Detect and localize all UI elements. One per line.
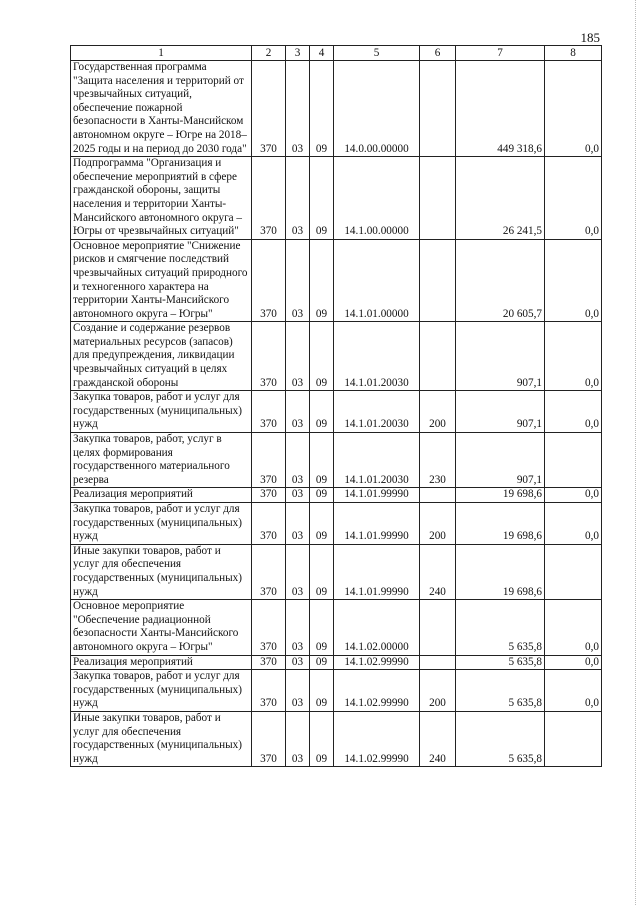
row-name-cell: Основное мероприятие "Обеспечение радиационной безопасности Ханты-Мансийского автономного округа – Югры"	[71, 600, 252, 655]
row-name-cell: Закупка товаров, работ и услуг для государственных (муниципальных) нужд	[71, 670, 252, 712]
row-admin-code-cell: 370	[252, 157, 286, 240]
row-section-cell: 03	[286, 655, 310, 670]
table-row	[71, 433, 602, 488]
row-expense-type-cell: 240	[420, 544, 456, 599]
row-admin-code-cell: 370	[252, 600, 286, 655]
row-amount-cell: 26 241,5	[456, 157, 545, 240]
row-target-code-cell: 14.1.01.20030	[334, 322, 420, 391]
row-extra-amount-cell: 0,0	[545, 655, 602, 670]
row-expense-type-cell	[420, 157, 456, 240]
col-header-2: 2	[252, 46, 286, 61]
row-target-code-cell: 14.1.02.99990	[334, 655, 420, 670]
row-extra-amount-cell: 0,0	[545, 61, 602, 157]
row-target-code-cell: 14.0.00.00000	[334, 61, 420, 157]
row-expense-type-cell	[420, 239, 456, 322]
row-target-code-cell: 14.1.01.20030	[334, 433, 420, 488]
row-section-cell: 03	[286, 391, 310, 433]
row-extra-amount-cell	[545, 544, 602, 599]
row-admin-code-cell: 370	[252, 433, 286, 488]
row-expense-type-cell	[420, 322, 456, 391]
row-target-code-cell: 14.1.01.20030	[334, 391, 420, 433]
row-name-cell: Создание и содержание резервов материальных ресурсов (запасов) для предупреждения, ликвидации чрезвычайных ситуаций в целях гражданской обороны	[71, 322, 252, 391]
row-extra-amount-cell: 0,0	[545, 503, 602, 545]
row-admin-code-cell: 370	[252, 503, 286, 545]
row-subsection-cell: 09	[310, 600, 334, 655]
row-extra-amount-cell: 0,0	[545, 157, 602, 240]
row-expense-type-cell	[420, 488, 456, 503]
row-section-cell: 03	[286, 600, 310, 655]
row-target-code-cell: 14.1.02.99990	[334, 670, 420, 712]
row-subsection-cell: 09	[310, 391, 334, 433]
row-extra-amount-cell	[545, 711, 602, 766]
row-admin-code-cell: 370	[252, 670, 286, 712]
row-section-cell: 03	[286, 239, 310, 322]
row-section-cell: 03	[286, 670, 310, 712]
row-section-cell: 03	[286, 488, 310, 503]
row-extra-amount-cell: 0,0	[545, 600, 602, 655]
col-header-1: 1	[71, 46, 252, 61]
table-row	[71, 391, 602, 433]
row-subsection-cell: 09	[310, 61, 334, 157]
table-row	[71, 157, 602, 240]
row-extra-amount-cell: 0,0	[545, 488, 602, 503]
row-extra-amount-cell: 0,0	[545, 239, 602, 322]
row-name-cell: Подпрограмма "Организация и обеспечение мероприятий в сфере гражданской обороны, защиты населения и территории Ханты-Мансийского автономного округа – Югры от чрезвычайных ситуаций"	[71, 157, 252, 240]
row-expense-type-cell: 230	[420, 433, 456, 488]
row-amount-cell: 907,1	[456, 433, 545, 488]
col-header-5: 5	[334, 46, 420, 61]
col-header-4: 4	[310, 46, 334, 61]
row-section-cell: 03	[286, 711, 310, 766]
row-expense-type-cell: 200	[420, 503, 456, 545]
row-amount-cell: 907,1	[456, 391, 545, 433]
row-name-cell: Иные закупки товаров, работ и услуг для обеспечения государственных (муниципальных) нужд	[71, 711, 252, 766]
page-number: 185	[580, 30, 600, 45]
row-admin-code-cell: 370	[252, 61, 286, 157]
table-row	[71, 239, 602, 322]
row-extra-amount-cell	[545, 433, 602, 488]
row-extra-amount-cell: 0,0	[545, 670, 602, 712]
col-header-7: 7	[456, 46, 545, 61]
row-amount-cell: 20 605,7	[456, 239, 545, 322]
row-section-cell: 03	[286, 544, 310, 599]
row-section-cell: 03	[286, 61, 310, 157]
row-admin-code-cell: 370	[252, 391, 286, 433]
row-amount-cell: 19 698,6	[456, 544, 545, 599]
row-amount-cell: 19 698,6	[456, 488, 545, 503]
row-section-cell: 03	[286, 503, 310, 545]
row-amount-cell: 5 635,8	[456, 655, 545, 670]
row-amount-cell: 907,1	[456, 322, 545, 391]
row-section-cell: 03	[286, 322, 310, 391]
table-row	[71, 488, 602, 503]
row-subsection-cell: 09	[310, 503, 334, 545]
col-header-8: 8	[545, 46, 602, 61]
table-row	[71, 711, 602, 766]
row-name-cell: Иные закупки товаров, работ и услуг для обеспечения государственных (муниципальных) нужд	[71, 544, 252, 599]
row-admin-code-cell: 370	[252, 544, 286, 599]
row-admin-code-cell: 370	[252, 239, 286, 322]
row-target-code-cell: 14.1.02.99990	[334, 711, 420, 766]
row-expense-type-cell	[420, 600, 456, 655]
row-subsection-cell: 09	[310, 322, 334, 391]
row-expense-type-cell: 240	[420, 711, 456, 766]
row-subsection-cell: 09	[310, 544, 334, 599]
row-subsection-cell: 09	[310, 239, 334, 322]
row-amount-cell: 5 635,8	[456, 711, 545, 766]
table-row	[71, 503, 602, 545]
row-admin-code-cell: 370	[252, 655, 286, 670]
table-row	[71, 670, 602, 712]
row-extra-amount-cell: 0,0	[545, 322, 602, 391]
row-amount-cell: 5 635,8	[456, 670, 545, 712]
row-name-cell: Реализация мероприятий	[71, 655, 252, 670]
table-row	[71, 544, 602, 599]
row-name-cell: Государственная программа "Защита населения и территорий от чрезвычайных ситуаций, обеспечение пожарной безопасности в Ханты-Мансийском автономном округе – Югре на 2018–2025 годы и на период до 2030 года"	[71, 61, 252, 157]
row-target-code-cell: 14.1.01.00000	[334, 239, 420, 322]
row-target-code-cell: 14.1.01.99990	[334, 503, 420, 545]
budget-table	[70, 45, 602, 767]
table-row	[71, 655, 602, 670]
row-subsection-cell: 09	[310, 488, 334, 503]
scan-edge-line	[634, 0, 636, 905]
row-subsection-cell: 09	[310, 711, 334, 766]
row-expense-type-cell	[420, 61, 456, 157]
row-name-cell: Реализация мероприятий	[71, 488, 252, 503]
row-target-code-cell: 14.1.01.99990	[334, 544, 420, 599]
row-admin-code-cell: 370	[252, 322, 286, 391]
row-subsection-cell: 09	[310, 157, 334, 240]
table-row	[71, 322, 602, 391]
table-row	[71, 61, 602, 157]
row-target-code-cell: 14.1.01.99990	[334, 488, 420, 503]
col-header-3: 3	[286, 46, 310, 61]
col-header-6: 6	[420, 46, 456, 61]
row-expense-type-cell: 200	[420, 670, 456, 712]
row-name-cell: Закупка товаров, работ и услуг для государственных (муниципальных) нужд	[71, 391, 252, 433]
row-target-code-cell: 14.1.02.00000	[334, 600, 420, 655]
row-expense-type-cell	[420, 655, 456, 670]
row-target-code-cell: 14.1.00.00000	[334, 157, 420, 240]
row-admin-code-cell: 370	[252, 711, 286, 766]
row-amount-cell: 19 698,6	[456, 503, 545, 545]
row-name-cell: Закупка товаров, работ и услуг для государственных (муниципальных) нужд	[71, 503, 252, 545]
table-row	[71, 600, 602, 655]
row-amount-cell: 449 318,6	[456, 61, 545, 157]
row-section-cell: 03	[286, 433, 310, 488]
row-expense-type-cell: 200	[420, 391, 456, 433]
row-subsection-cell: 09	[310, 670, 334, 712]
row-name-cell: Закупка товаров, работ, услуг в целях формирования государственного материального резерва	[71, 433, 252, 488]
row-subsection-cell: 09	[310, 433, 334, 488]
row-extra-amount-cell: 0,0	[545, 391, 602, 433]
row-subsection-cell: 09	[310, 655, 334, 670]
row-section-cell: 03	[286, 157, 310, 240]
row-amount-cell: 5 635,8	[456, 600, 545, 655]
row-admin-code-cell: 370	[252, 488, 286, 503]
table-header-row	[71, 46, 602, 61]
row-name-cell: Основное мероприятие "Снижение рисков и смягчение последствий чрезвычайных ситуаций природного и техногенного характера на территории Ханты-Мансийского автономного округа – Югры"	[71, 239, 252, 322]
